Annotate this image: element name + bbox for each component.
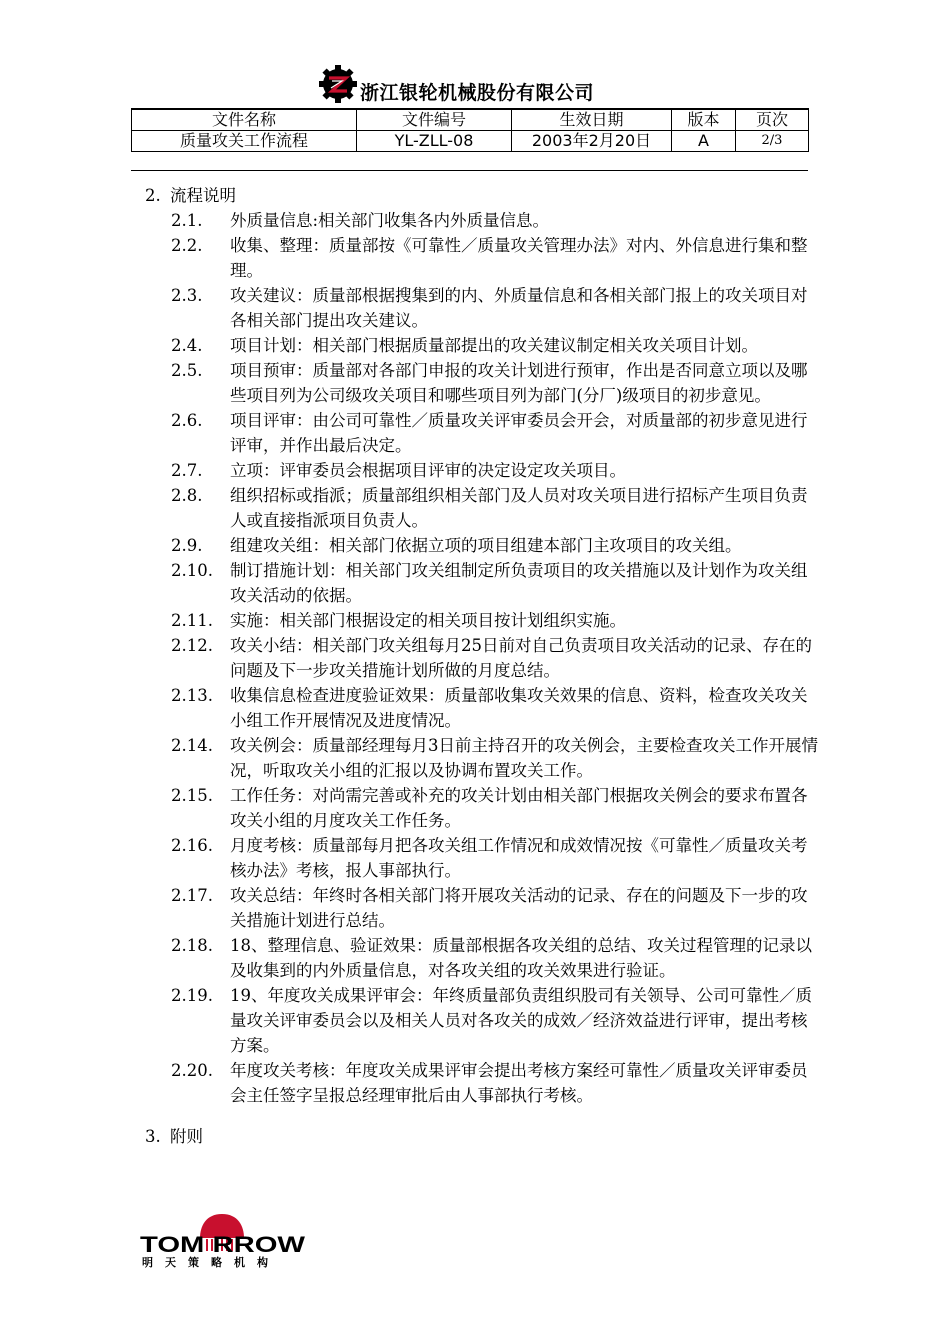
process-step-text: 攻关总结：年终时各相关部门将开展攻关活动的记录、存在的问题及下一步的攻关措施计划进行总结。 bbox=[230, 886, 808, 930]
section-2-heading bbox=[145, 183, 825, 208]
process-step-text: 项目计划：相关部门根据质量部提出的攻关建议制定相关攻关项目计划。 bbox=[230, 336, 758, 355]
doc-info-value-row bbox=[132, 131, 809, 152]
version-value: A bbox=[672, 131, 736, 152]
process-step-text: 收集、整理：质量部按《可靠性／质量攻关管理办法》对内、外信息进行集和整理。 bbox=[230, 236, 808, 280]
process-step-text: 项目评审：由公司可靠性／质量攻关评审委员会开会，对质量部的初步意见进行评审，并作出最后决定。 bbox=[230, 411, 808, 455]
process-step-number: 2.10. bbox=[171, 561, 213, 580]
process-step-item bbox=[145, 233, 825, 283]
process-step-text: 项目预审：质量部对各部门申报的攻关计划进行预审，作出是否同意立项以及哪些项目列为公司级攻关项目和哪些项目列为部门(分厂)级项目的初步意见。 bbox=[230, 361, 808, 405]
process-step-number: 2.8. bbox=[171, 486, 203, 505]
process-step-item bbox=[145, 783, 825, 833]
process-step-text: 月度考核：质量部每月把各攻关组工作情况和成效情况按《可靠性／质量攻关考核办法》考核，报人事部执行。 bbox=[230, 836, 808, 880]
section-2-title: 流程说明 bbox=[170, 186, 236, 205]
process-step-number: 2.5. bbox=[171, 361, 203, 380]
process-step-item bbox=[145, 608, 825, 633]
process-step-text: 18、整理信息、验证效果：质量部根据各攻关组的总结、攻关过程管理的记录以及收集到的内外质量信息，对各攻关组的攻关效果进行验证。 bbox=[230, 936, 812, 980]
process-step-item bbox=[145, 833, 825, 883]
process-step-item bbox=[145, 633, 825, 683]
process-step-item bbox=[145, 483, 825, 533]
process-step-number: 2.12. bbox=[171, 636, 213, 655]
logo-subtitle-text: 明天策略机构 bbox=[142, 1256, 280, 1268]
process-step-item bbox=[145, 1058, 825, 1108]
process-step-number: 2.4. bbox=[171, 336, 203, 355]
process-step-item bbox=[145, 983, 825, 1058]
process-step-text: 工作任务：对尚需完善或补充的攻关计划由相关部门根据攻关例会的要求布置各攻关小组的月度攻关工作任务。 bbox=[230, 786, 808, 830]
section-3-title: 附则 bbox=[170, 1127, 203, 1146]
process-step-item bbox=[145, 333, 825, 358]
process-step-number: 2.11. bbox=[171, 611, 213, 630]
process-step-number: 2.17. bbox=[171, 886, 213, 905]
process-step-item bbox=[145, 283, 825, 333]
process-step-number: 2.9. bbox=[171, 536, 203, 555]
process-step-number: 2.18. bbox=[171, 936, 213, 955]
process-step-text: 组织招标或指派；质量部组织相关部门及人员对攻关项目进行招标产生项目负责人或直接指派项目负责人。 bbox=[230, 486, 808, 530]
effective-date-value: 2003年2月20日 bbox=[512, 131, 672, 152]
logo-brand-text: TOM RROW bbox=[140, 1232, 305, 1257]
process-step-text: 外质量信息:相关部门收集各内外质量信息。 bbox=[230, 211, 550, 230]
process-step-number: 2.14. bbox=[171, 736, 213, 755]
process-step-item bbox=[145, 208, 825, 233]
process-step-text: 年度攻关考核：年度攻关成果评审会提出考核方案经可靠性／质量攻关评审委员会主任签字呈报总经理审批后由人事部执行考核。 bbox=[230, 1061, 808, 1105]
process-step-item bbox=[145, 933, 825, 983]
process-step-number: 2.3. bbox=[171, 286, 203, 305]
company-name: 浙江银轮机械股份有限公司 bbox=[360, 81, 595, 104]
file-name-value: 质量攻关工作流程 bbox=[132, 131, 357, 152]
process-step-item bbox=[145, 358, 825, 408]
header-page: 页次 bbox=[736, 109, 809, 131]
process-step-text: 19、年度攻关成果评审会：年终质量部负责组织股司有关领导、公司可靠性／质量攻关评审委员会以及相关人员对各攻关的成效／经济效益进行评审，提出考核方案。 bbox=[230, 986, 812, 1055]
header-effective-date: 生效日期 bbox=[512, 109, 672, 131]
doc-info-header-row bbox=[132, 109, 809, 131]
process-step-number: 2.15. bbox=[171, 786, 213, 805]
process-step-number: 2.13. bbox=[171, 686, 213, 705]
document-header bbox=[318, 62, 638, 106]
header-divider bbox=[131, 170, 808, 171]
process-item-list bbox=[145, 208, 825, 1108]
file-number-value: YL-ZLL-08 bbox=[357, 131, 512, 152]
section-3-number: 3. bbox=[145, 1127, 161, 1146]
document-info-table bbox=[131, 108, 809, 152]
process-step-item bbox=[145, 458, 825, 483]
header-file-number: 文件编号 bbox=[357, 109, 512, 131]
section-3-heading bbox=[145, 1124, 825, 1149]
process-step-text: 立项：评审委员会根据项目评审的决定设定攻关项目。 bbox=[230, 461, 626, 480]
process-step-number: 2.20. bbox=[171, 1061, 213, 1080]
process-step-text: 实施：相关部门根据设定的相关项目按计划组织实施。 bbox=[230, 611, 626, 630]
process-step-text: 组建攻关组：相关部门依据立项的项目组建本部门主攻项目的攻关组。 bbox=[230, 536, 742, 555]
process-step-item bbox=[145, 883, 825, 933]
company-gear-logo-icon bbox=[318, 64, 358, 104]
process-step-text: 攻关建议：质量部根据搜集到的内、外质量信息和各相关部门报上的攻关项目对各相关部门提出攻关建议。 bbox=[230, 286, 808, 330]
process-step-number: 2.7. bbox=[171, 461, 203, 480]
document-body bbox=[145, 183, 825, 1149]
process-step-number: 2.6. bbox=[171, 411, 203, 430]
process-step-text: 制订措施计划：相关部门攻关组制定所负责项目的攻关措施以及计划作为攻关组攻关活动的依据。 bbox=[230, 561, 808, 605]
process-step-item bbox=[145, 683, 825, 733]
section-2-number: 2. bbox=[145, 186, 161, 205]
process-step-text: 攻关例会：质量部经理每月3日前主持召开的攻关例会，主要检查攻关工作开展情况，听取攻关小组的汇报以及协调布置攻关工作。 bbox=[230, 736, 818, 780]
page-value: 2/3 bbox=[736, 131, 809, 152]
process-step-text: 攻关小结：相关部门攻关组每月25日前对自己负责项目攻关活动的记录、存在的问题及下一步攻关措施计划所做的月度总结。 bbox=[230, 636, 812, 680]
process-step-item bbox=[145, 533, 825, 558]
tomorrow-strategy-logo bbox=[140, 1212, 305, 1268]
process-step-item bbox=[145, 558, 825, 608]
process-step-number: 2.19. bbox=[171, 986, 213, 1005]
process-step-number: 2.2. bbox=[171, 236, 203, 255]
header-version: 版本 bbox=[672, 109, 736, 131]
process-step-text: 收集信息检查进度验证效果：质量部收集攻关效果的信息、资料，检查攻关攻关小组工作开展情况及进度情况。 bbox=[230, 686, 808, 730]
process-step-number: 2.16. bbox=[171, 836, 213, 855]
process-step-item bbox=[145, 408, 825, 458]
header-file-name: 文件名称 bbox=[132, 109, 357, 131]
process-step-item bbox=[145, 733, 825, 783]
process-step-number: 2.1. bbox=[171, 211, 203, 230]
